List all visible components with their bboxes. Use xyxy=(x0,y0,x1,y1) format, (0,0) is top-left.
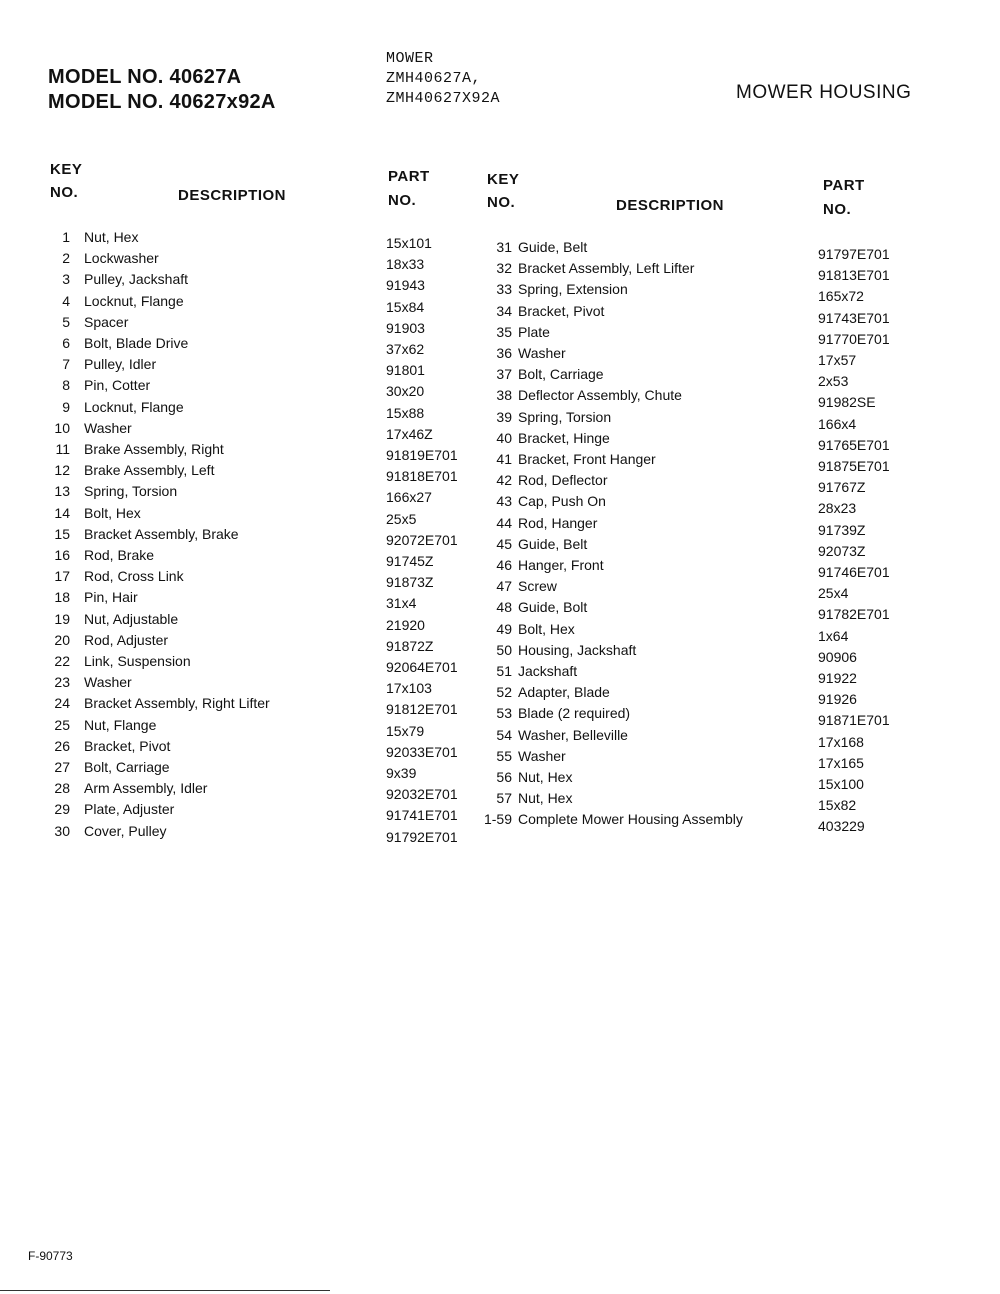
part-description: Lockwasher xyxy=(84,250,159,267)
part-key-number: 10 xyxy=(54,419,70,436)
part-number: 17x57 xyxy=(818,352,857,368)
part-number: 15x88 xyxy=(386,404,425,421)
part-number: 17x46Z xyxy=(386,425,433,442)
part-number: 1x64 xyxy=(818,627,849,644)
part-number: 91770E701 xyxy=(818,330,890,347)
part-description: Nut, Flange xyxy=(84,716,157,733)
part-key-number: 9 xyxy=(62,398,70,415)
part-number: 17x103 xyxy=(386,680,432,697)
part-description: Spring, Extension xyxy=(518,281,628,298)
part-key-number: 23 xyxy=(54,674,70,691)
part-key-number: 44 xyxy=(496,514,512,531)
part-number: 25x5 xyxy=(386,510,417,527)
part-number: 91739Z xyxy=(818,521,866,538)
part-key-number: 3 xyxy=(62,271,70,288)
part-description: Nut, Hex xyxy=(518,790,573,807)
part-description: Bracket Assembly, Right Lifter xyxy=(84,695,270,712)
part-number: 31x4 xyxy=(386,595,417,612)
part-number: 91812E701 xyxy=(386,701,458,718)
part-description: Spring, Torsion xyxy=(518,408,612,425)
part-key-number: 7 xyxy=(62,356,70,373)
part-number: 91875E701 xyxy=(818,458,890,474)
part-description: Rod, Deflector xyxy=(518,472,608,489)
part-number: 91982SE xyxy=(818,394,876,411)
part-number: 91743E701 xyxy=(818,309,890,326)
part-number: 92064E701 xyxy=(386,659,458,675)
part-description: Bolt, Carriage xyxy=(84,759,170,775)
part-key-number: 43 xyxy=(496,493,512,510)
part-description: Washer xyxy=(518,747,566,764)
part-key-number: 16 xyxy=(54,547,70,563)
part-description: Locknut, Flange xyxy=(84,398,184,415)
right-description-header: DESCRIPTION xyxy=(616,197,725,214)
part-key-number: 47 xyxy=(496,578,512,595)
part-number: 15x84 xyxy=(386,298,425,315)
part-key-number: 12 xyxy=(54,462,70,479)
left-key-header-1: KEY xyxy=(50,161,83,178)
model-number-2: MODEL NO. 40627x92A xyxy=(48,91,276,113)
part-key-number: 1 xyxy=(62,229,70,245)
part-key-number: 36 xyxy=(496,345,512,361)
part-description: Bracket, Pivot xyxy=(518,302,605,319)
right-key-header-2: NO. xyxy=(487,194,516,211)
part-key-number: 35 xyxy=(496,323,512,340)
part-description: Hanger, Front xyxy=(518,557,604,573)
part-number: 2x53 xyxy=(818,373,849,390)
part-description: Bracket, Pivot xyxy=(84,737,171,754)
part-number: 91819E701 xyxy=(386,447,458,463)
part-number: 30x20 xyxy=(386,383,425,400)
part-description: Locknut, Flange xyxy=(84,292,184,309)
left-key-header-2: NO. xyxy=(50,184,79,201)
part-description: Cover, Pulley xyxy=(84,822,167,839)
part-key-number: 4 xyxy=(62,292,70,309)
part-number: 21920 xyxy=(386,616,425,633)
part-number: 15x82 xyxy=(818,797,857,814)
part-key-number: 2 xyxy=(62,250,70,267)
part-number: 91943 xyxy=(386,277,425,294)
part-number: 15x79 xyxy=(386,722,425,739)
part-key-number: 38 xyxy=(496,387,512,404)
part-number: 91903 xyxy=(386,319,425,336)
part-description: Bracket Assembly, Left Lifter xyxy=(518,260,695,277)
part-key-number: 34 xyxy=(496,302,512,319)
part-description: Rod, Hanger xyxy=(518,514,598,531)
part-number: 92073Z xyxy=(818,542,866,559)
part-key-number: 18 xyxy=(54,589,70,606)
part-description: Cap, Push On xyxy=(518,493,606,510)
part-description: Housing, Jackshaft xyxy=(518,641,637,658)
part-number: 15x100 xyxy=(818,776,864,792)
part-number: 91922 xyxy=(818,670,857,686)
part-key-number: 45 xyxy=(496,535,512,552)
part-description: Rod, Adjuster xyxy=(84,631,169,648)
part-description: Blade (2 required) xyxy=(518,705,631,722)
part-number: 18x33 xyxy=(386,256,425,273)
part-description: Brake Assembly, Left xyxy=(84,462,215,479)
part-description: Complete Mower Housing Assembly xyxy=(518,811,743,828)
part-description: Washer xyxy=(84,674,132,691)
part-key-number: 27 xyxy=(54,759,70,775)
part-key-number: 25 xyxy=(54,716,70,733)
part-key-number: 22 xyxy=(54,653,70,669)
part-description: Guide, Bolt xyxy=(518,599,588,616)
part-description: Bolt, Carriage xyxy=(518,366,604,383)
part-number: 25x4 xyxy=(818,585,849,602)
part-key-number: 13 xyxy=(54,483,70,500)
part-key-number: 39 xyxy=(496,408,512,425)
part-number: 28x23 xyxy=(818,500,857,517)
part-key-number: 20 xyxy=(54,631,70,648)
part-key-number: 6 xyxy=(62,335,70,351)
right-part-header-1: PART xyxy=(823,177,865,194)
part-key-number: 40 xyxy=(496,429,512,446)
part-number: 91818E701 xyxy=(386,468,458,485)
part-description: Pin, Cotter xyxy=(84,377,151,394)
part-number: 91792E701 xyxy=(386,828,458,845)
part-key-number: 26 xyxy=(54,737,70,754)
part-number: 91797E701 xyxy=(818,246,890,262)
part-key-number: 33 xyxy=(496,281,512,298)
part-key-number: 30 xyxy=(54,822,70,839)
part-description: Adapter, Blade xyxy=(518,684,610,701)
form-number: F-90773 xyxy=(28,1249,73,1263)
right-part-header-2: NO. xyxy=(823,201,852,218)
part-number: 17x168 xyxy=(818,733,864,750)
part-number: 92033E701 xyxy=(386,743,458,760)
part-description: Brake Assembly, Right xyxy=(84,441,224,457)
part-number: 91872Z xyxy=(386,637,434,654)
part-key-number: 51 xyxy=(496,663,512,679)
part-description: Plate, Adjuster xyxy=(84,801,175,818)
part-number: 91926 xyxy=(818,691,857,708)
part-number: 165x72 xyxy=(818,288,864,305)
part-description: Bolt, Hex xyxy=(518,620,575,637)
part-key-number: 11 xyxy=(55,441,70,457)
part-description: Spring, Torsion xyxy=(84,483,178,500)
part-description: Bracket, Front Hanger xyxy=(518,451,656,467)
model-number-1: MODEL NO. 40627A xyxy=(48,66,242,88)
part-description: Pin, Hair xyxy=(84,589,138,606)
part-description: Guide, Belt xyxy=(518,535,588,552)
part-description: Arm Assembly, Idler xyxy=(84,780,208,797)
part-key-number: 49 xyxy=(496,620,512,637)
part-number: 91765E701 xyxy=(818,436,890,453)
part-number: 166x27 xyxy=(386,489,432,506)
right-key-header-1: KEY xyxy=(487,171,520,188)
part-key-number: 46 xyxy=(496,557,512,573)
part-key-number: 57 xyxy=(496,790,512,807)
part-description: Rod, Cross Link xyxy=(84,568,184,585)
part-key-number: 56 xyxy=(496,769,512,785)
part-description: Bolt, Hex xyxy=(84,504,141,521)
part-key-number: 19 xyxy=(54,610,70,627)
part-description: Pulley, Jackshaft xyxy=(84,271,189,288)
part-description: Washer, Belleville xyxy=(518,726,628,743)
part-number: 91745Z xyxy=(386,553,434,569)
part-key-number: 24 xyxy=(54,695,70,712)
part-key-number: 53 xyxy=(496,705,512,722)
part-key-number: 5 xyxy=(62,313,70,330)
part-key-number: 52 xyxy=(496,684,512,701)
part-key-number: 17 xyxy=(54,568,70,585)
part-key-number: 28 xyxy=(54,780,70,797)
part-number: 91782E701 xyxy=(818,606,890,623)
part-description: Jackshaft xyxy=(518,663,578,679)
part-number: 166x4 xyxy=(818,415,857,432)
section-title: MOWER HOUSING xyxy=(736,82,912,103)
part-key-number: 50 xyxy=(496,641,512,658)
part-description: Rod, Brake xyxy=(84,547,155,563)
part-number: 91873Z xyxy=(386,574,434,591)
part-key-number: 42 xyxy=(496,472,512,489)
left-description-header: DESCRIPTION xyxy=(178,187,287,204)
part-number: 91741E701 xyxy=(386,807,458,824)
part-key-number: 8 xyxy=(62,377,70,394)
part-number: 17x165 xyxy=(818,754,864,771)
mower-model-2: ZMH40627X92A xyxy=(386,90,501,107)
part-number: 37x62 xyxy=(386,341,425,357)
part-number: 9x39 xyxy=(386,765,417,781)
part-number: 91767Z xyxy=(818,479,866,496)
part-key-number: 41 xyxy=(496,451,512,467)
part-number: 403229 xyxy=(818,818,865,835)
part-number: 91871E701 xyxy=(818,712,890,729)
part-description: Link, Suspension xyxy=(84,653,191,669)
part-description: Deflector Assembly, Chute xyxy=(518,387,682,404)
part-number: 91813E701 xyxy=(818,267,890,284)
part-description: Washer xyxy=(518,345,566,361)
part-description: Nut, Hex xyxy=(84,229,139,245)
part-key-number: 55 xyxy=(496,747,512,764)
part-description: Bracket, Hinge xyxy=(518,429,610,446)
part-description: Nut, Adjustable xyxy=(84,610,179,627)
part-number: 92032E701 xyxy=(386,786,458,803)
part-number: 90906 xyxy=(818,648,857,665)
part-description: Pulley, Idler xyxy=(84,356,157,373)
part-description: Bolt, Blade Drive xyxy=(84,335,189,351)
left-part-header-1: PART xyxy=(388,168,430,185)
part-key-number: 32 xyxy=(496,260,512,277)
left-part-header-2: NO. xyxy=(388,192,417,209)
part-description: Nut, Hex xyxy=(518,769,573,785)
part-number: 15x101 xyxy=(386,235,432,251)
part-key-number: 1-59 xyxy=(483,811,512,828)
part-key-number: 29 xyxy=(54,801,70,818)
part-description: Guide, Belt xyxy=(518,239,588,255)
part-number: 92072E701 xyxy=(386,531,458,548)
part-description: Washer xyxy=(84,419,132,436)
part-description: Screw xyxy=(518,578,557,595)
mower-label: MOWER xyxy=(386,50,434,67)
footer-rule xyxy=(0,1290,330,1291)
part-description: Bracket Assembly, Brake xyxy=(84,525,239,542)
part-description: Plate xyxy=(518,323,550,340)
part-key-number: 14 xyxy=(54,504,70,521)
part-key-number: 37 xyxy=(496,366,512,383)
part-number: 91746E701 xyxy=(818,564,890,580)
part-key-number: 31 xyxy=(496,239,512,255)
part-number: 91801 xyxy=(386,362,425,379)
part-key-number: 54 xyxy=(496,726,512,743)
part-key-number: 15 xyxy=(54,525,70,542)
part-key-number: 48 xyxy=(496,599,512,616)
part-description: Spacer xyxy=(84,313,129,330)
mower-model-1: ZMH40627A, xyxy=(386,70,482,87)
